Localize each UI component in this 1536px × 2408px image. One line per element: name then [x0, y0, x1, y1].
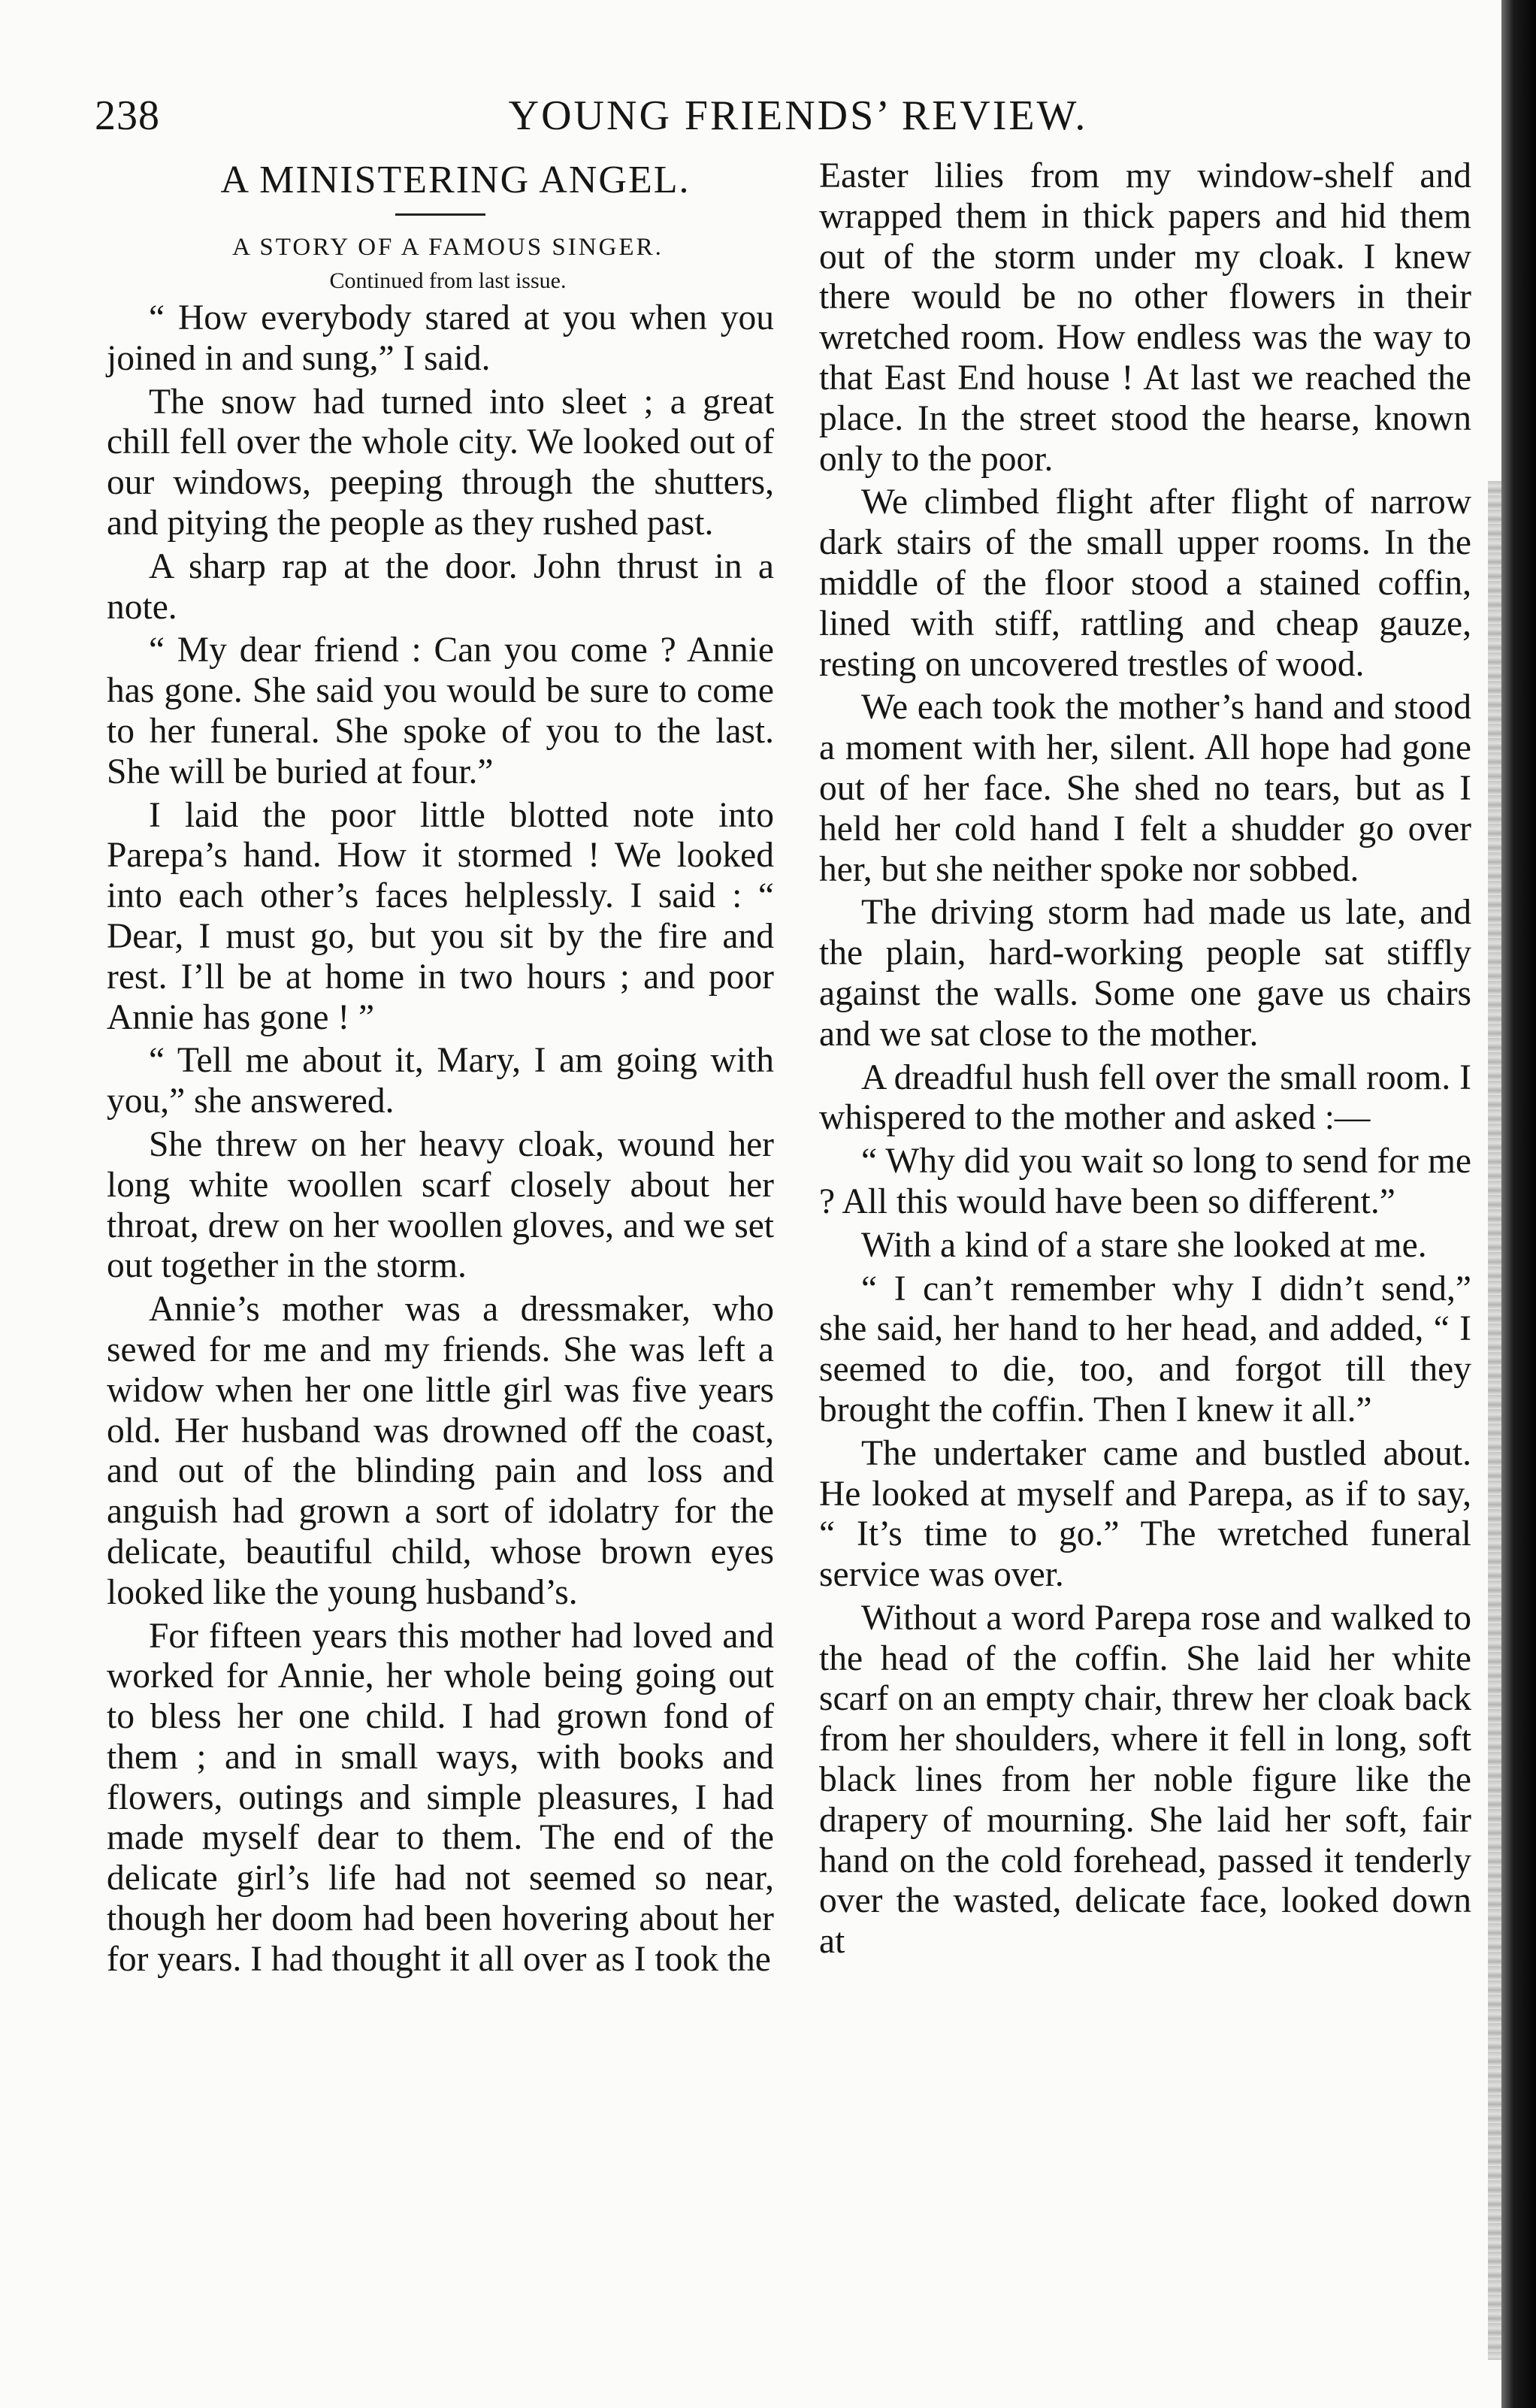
paragraph: The driving storm had made us late, and the plain, hard-working people sat stiffly against the walls. Some one gave us chairs and we sat close to the mother. — [819, 893, 1471, 1054]
running-head: YOUNG FRIENDS’ REVIEW. — [508, 92, 1088, 139]
paragraph: She threw on her heavy cloak, wound her long white woollen scarf closely about her throat, drew on her woollen gloves, and we set out together in the storm. — [107, 1124, 774, 1286]
paragraph: Without a word Parepa rose and walked to the head of the coffin. She laid her white scarf on an empty chair, threw her cloak back from her shoulders, where it fell in long, soft black lines from her noble figure like the drapery of mourning. She laid her soft, fair hand on the cold forehead, passed it tenderly over the wasted, delicate face, looked down at — [819, 1598, 1471, 1962]
scan-edge-speckle — [1488, 481, 1501, 2360]
paragraph: The snow had turned into sleet ; a great chill fell over the whole city. We looked out of our windows, peeping through the shutters, and pitying the people as they rushed past. — [107, 382, 774, 543]
title-rule — [395, 213, 485, 216]
paragraph: We climbed flight after flight of narrow dark stairs of the small upper rooms. In the middle of the floor stood a stained coffin, lined with stiff, rattling and cheap gauze, resting on uncovered trestles of wood. — [819, 483, 1471, 684]
paragraph: I laid the poor little blotted note into Parepa’s hand. How it stormed ! We looked into each other’s faces helplessly. I said : “ Dear, I must go, but you sit by the fire and rest. I’ll be at home in two hours ; and poor Annie has gone ! ” — [107, 795, 774, 1037]
paragraph: A sharp rap at the door. John thrust in a note. — [107, 546, 774, 627]
paragraph: The undertaker came and bustled about. He looked at myself and Parepa, as if to say, “ It’s time to go.” The wretched funeral service was over. — [819, 1433, 1471, 1595]
paragraph: “ I can’t remember why I didn’t send,” she said, her hand to her head, and added, “ I seemed to die, too, and forgot till they brought the coffin. Then I knew it all.” — [819, 1269, 1471, 1429]
article-subtitle: A STORY OF A FAMOUS SINGER. — [232, 234, 664, 261]
paragraph: For fifteen years this mother had loved and worked for Annie, her whole being going out to bless her one child. I had grown fond of them ; and in small ways, with books and flowers, outings and simple pleasures, I had made myself dear to them. The end of the delicate girl’s life had not seemed so near, though her doom had been hovering about her for years. I had thought it all over as I took the — [107, 1616, 774, 1979]
paragraph: A dreadful hush fell over the small room. I whispered to the mother and asked :— — [819, 1057, 1471, 1138]
paragraph: “ My dear friend : Can you come ? Annie has gone. She said you would be sure to come to her funeral. She spoke of you to the last. She will be buried at four.” — [107, 631, 774, 791]
scan-edge-shadow — [1501, 0, 1536, 2408]
article-title: A MINISTERING ANGEL. — [220, 159, 691, 201]
paragraph: We each took the mother’s hand and stood a moment with her, silent. All hope had gone out of her face. She shed no tears, but as I held her cold hand I felt a shudder go over her, but she neither spoke nor sobbed. — [819, 688, 1471, 889]
page-number: 238 — [95, 92, 160, 139]
paragraph-continued: Easter lilies from my window-shelf and wrapped them in thick papers and hid them out of the storm under my cloak. I knew there would be no other flowers in their wretched room. How endless was the way to that East End house ! At last we reached the place. In the street stood the hearse, known only to the poor. — [819, 156, 1471, 479]
paragraph: Annie’s mother was a dressmaker, who sewed for me and my friends. She was left a widow when her one little girl was five years old. Her husband was drowned off the coast, and out of the blinding pain and loss and anguish had grown a sort of idolatry for the delicate, beautiful child, whose brown eyes looked like the young husband’s. — [107, 1290, 774, 1612]
paragraph: “ How everybody stared at you when you joined in and sung,” I said. — [107, 298, 774, 378]
left-column — [107, 158, 774, 1983]
paragraph: With a kind of a stare she looked at me. — [861, 1225, 1427, 1265]
right-column — [819, 156, 1471, 1965]
paragraph: “ Tell me about it, Mary, I am going with you,” she answered. — [107, 1041, 774, 1121]
paragraph: “ Why did you wait so long to send for me ? All this would have been so different.” — [819, 1142, 1471, 1221]
continued-note: Continued from last issue. — [329, 268, 567, 293]
